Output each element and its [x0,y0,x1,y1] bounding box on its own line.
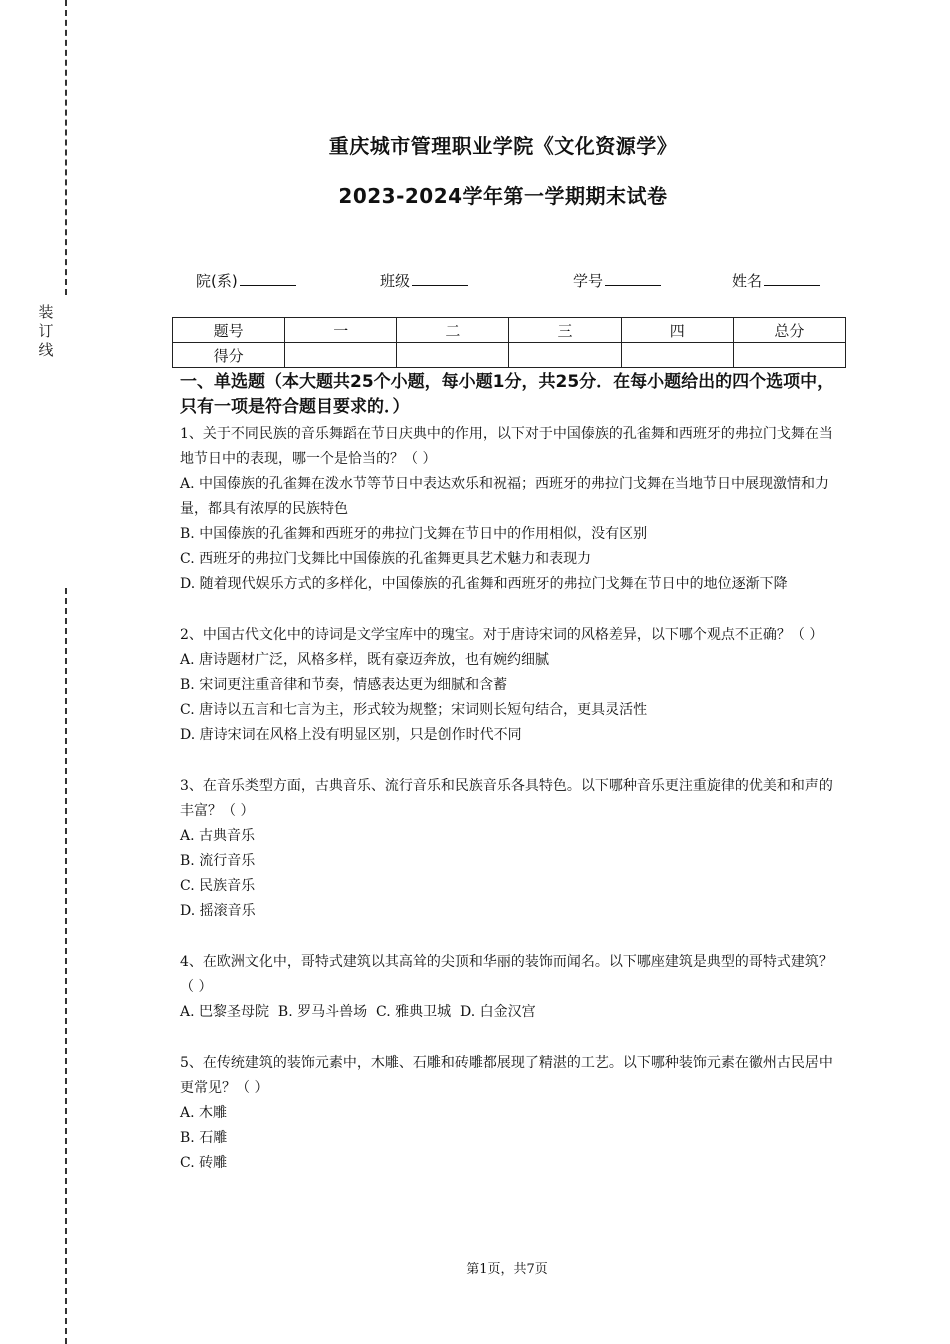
score-table-cell: 题号 [173,318,285,343]
name-field[interactable] [732,270,820,291]
exam-title: 重庆城市管理职业学院《文化资源学》 [328,134,678,158]
score-entry-cell[interactable] [733,343,845,368]
option-item: A. 木雕 [180,1105,228,1121]
question-item [180,422,845,597]
option-item: A. 古典音乐 [180,828,256,844]
question-item [180,1051,845,1176]
option-item: A. 巴黎圣母院 B. 罗马斗兽场 C. 雅典卫城 D. 白金汉宫 [180,1004,536,1020]
department-field[interactable] [196,270,296,291]
question-stem: 3、在音乐类型方面，古典音乐、流行音乐和民族音乐各具特色。以下哪种音乐更注重旋律的优美和和声的丰富？（ ） [180,778,833,819]
binding-dashed-line-bottom [65,588,67,1344]
option-item: C. 唐诗以五言和七言为主，形式较为规整；宋词则长短句结合，更具灵活性 [180,702,648,718]
option-item: C. 民族音乐 [180,878,256,894]
option-item: C. 砖雕 [180,1155,228,1171]
exam-content [180,370,845,1176]
option-item: D. 摇滚音乐 [180,903,256,919]
score-table-header-row [173,318,846,343]
binding-label: 装 订 线 [38,303,54,359]
student-id-blank[interactable] [605,271,661,286]
score-table-cell: 四 [621,318,733,343]
exam-subtitle: 2023-2024学年第一学期期末试卷 [338,184,668,208]
student-info-row [0,270,950,294]
class-field[interactable] [380,270,468,291]
score-entry-cell[interactable] [621,343,733,368]
department-label: 院(系) [196,272,238,290]
option-item: B. 宋词更注重音律和节奏，情感表达更为细腻和含蓄 [180,677,508,693]
score-entry-cell[interactable] [509,343,621,368]
option-item: D. 唐诗宋词在风格上没有明显区别，只是创作时代不同 [180,727,522,743]
question-item [180,950,845,1025]
class-label: 班级 [380,272,411,290]
score-entry-cell[interactable] [285,343,397,368]
question-stem: 2、中国古代文化中的诗词是文学宝库中的瑰宝。对于唐诗宋词的风格差异，以下哪个观点不正确？（ ） [180,627,824,643]
score-table-cell: 总分 [733,318,845,343]
option-item: B. 中国傣族的孔雀舞和西班牙的弗拉门戈舞在节日中的作用相似，没有区别 [180,526,648,542]
question-stem: 4、在欧洲文化中，哥特式建筑以其高耸的尖顶和华丽的装饰而闻名。以下哪座建筑是典型的哥特式建筑？（ ） [180,954,833,995]
score-entry-cell[interactable] [397,343,509,368]
score-table-cell: 一 [285,318,397,343]
page-number: 第1页，共7页 [466,1262,548,1277]
student-id-label: 学号 [573,272,604,290]
question-stem: 1、关于不同民族的音乐舞蹈在节日庆典中的作用，以下对于中国傣族的孔雀舞和西班牙的弗拉门戈舞在当地节日中的表现，哪一个是恰当的？（ ） [180,426,833,467]
option-item: B. 石雕 [180,1130,228,1146]
option-item: A. 中国傣族的孔雀舞在泼水节等节日中表达欢乐和祝福；西班牙的弗拉门戈舞在当地节日中展现激情和力量，都具有浓厚的民族特色 [180,476,830,517]
score-table-cell: 三 [509,318,621,343]
option-item: D. 随着现代娱乐方式的多样化，中国傣族的孔雀舞和西班牙的弗拉门戈舞在节日中的地位逐渐下降 [180,576,788,592]
name-blank[interactable] [764,271,820,286]
question-item [180,623,845,748]
question-stem: 5、在传统建筑的装饰元素中，木雕、石雕和砖雕都展现了精湛的工艺。以下哪种装饰元素在徽州古民居中更常见？（ ） [180,1055,833,1096]
section-heading: 一、单选题（本大题共25个小题，每小题1分，共25分．在每小题给出的四个选项中，只有一项是符合题目要求的．） [180,372,835,417]
option-item: B. 流行音乐 [180,853,256,869]
option-item: A. 唐诗题材广泛，风格多样，既有豪迈奔放，也有婉约细腻 [180,652,550,668]
score-table-cell: 二 [397,318,509,343]
student-id-field[interactable] [573,270,661,291]
score-table-score-row [173,343,846,368]
name-label: 姓名 [732,272,763,290]
class-blank[interactable] [412,271,468,286]
department-blank[interactable] [240,271,296,286]
question-item [180,774,845,924]
score-table-cell: 得分 [173,343,285,368]
score-table [172,317,846,368]
option-item: C. 西班牙的弗拉门戈舞比中国傣族的孔雀舞更具艺术魅力和表现力 [180,551,592,567]
